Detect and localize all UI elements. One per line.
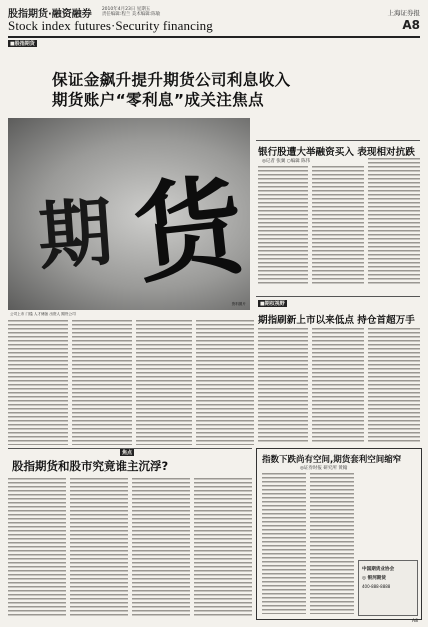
lead-headline-line1: 保证金飙升提升期货公司利息收入: [52, 71, 291, 89]
bottom-body-col-1: [8, 478, 66, 618]
photo-caption: 公司上市 门槛 人才储备 出资人 期货公司: [10, 312, 76, 316]
bottom-body-col-2: [70, 478, 128, 618]
advertisement-box: [358, 560, 418, 616]
ad-phone: 400-888-8888: [362, 584, 391, 589]
bank-body-col-2: [312, 166, 364, 286]
lead-kicker: ■股指期货: [10, 41, 35, 47]
newlow-headline: 期指刷新上市以来低点 持仓首超万手: [258, 315, 415, 326]
newlow-kicker: ■期权视野: [260, 301, 285, 307]
photo-credit: 资料图片: [231, 302, 246, 306]
date-text: 2010年4月23日 星期五: [101, 6, 151, 12]
lead-photo: [8, 118, 250, 310]
bottom-body-col-4: [194, 478, 252, 618]
lead-headline-line2: 期货账户“零利息”成关注焦点: [52, 91, 264, 109]
lead-body-col-3: [136, 320, 192, 445]
masthead-top-bar: [8, 5, 420, 19]
newlow-body-col-3: [368, 328, 420, 443]
bank-body-col-1: [258, 166, 308, 286]
footer-page-number: A8: [412, 619, 418, 624]
lead-body-col-4: [196, 320, 254, 445]
page-number: A8: [402, 18, 420, 32]
photo-char-2: 货: [128, 162, 250, 300]
section-title-cn: 股指期货·融资融券: [8, 8, 92, 20]
paper-name: 上海证券报: [387, 8, 420, 17]
lead-body-col-2: [72, 320, 132, 445]
editor-line: 责任编辑:程兰 美术编辑:陈敏: [101, 12, 161, 17]
newlow-body-col-1: [258, 328, 308, 443]
newlow-body-col-2: [312, 328, 364, 443]
boxed-body-col-1: [262, 473, 306, 614]
lead-body-col-1: [8, 320, 68, 445]
bottom-box-label: 焦点: [122, 450, 133, 456]
boxed-story-headline: 指数下跌尚有空间,期货套利空间缩窄: [262, 455, 402, 465]
dateline: [102, 7, 160, 18]
boxed-body-col-2: [310, 473, 354, 614]
bottom-body-col-3: [132, 478, 190, 618]
boxed-story-byline: ◎证券时报 研究所 黄翰: [300, 466, 348, 471]
section-title-en: Stock index futures·Security financing: [8, 18, 213, 33]
bank-story-byline: ◎记者 张翼 ○编辑 陈伟: [262, 159, 311, 164]
ad-line-2: ◎ 银河期货: [362, 576, 386, 581]
bank-story-rule: [256, 140, 420, 141]
bank-story-headline: 银行股遭大举融资买入 表现相对抗跌: [258, 147, 415, 158]
bottom-story-headline: 股指期货和股市究竟谁主沉浮?: [12, 459, 169, 473]
bank-body-col-3: [368, 158, 420, 286]
ad-line-1: 中国期货业协会: [362, 567, 395, 572]
newlow-rule: [256, 296, 420, 297]
masthead-rule: [8, 36, 420, 38]
photo-char-1: 期: [35, 189, 116, 281]
